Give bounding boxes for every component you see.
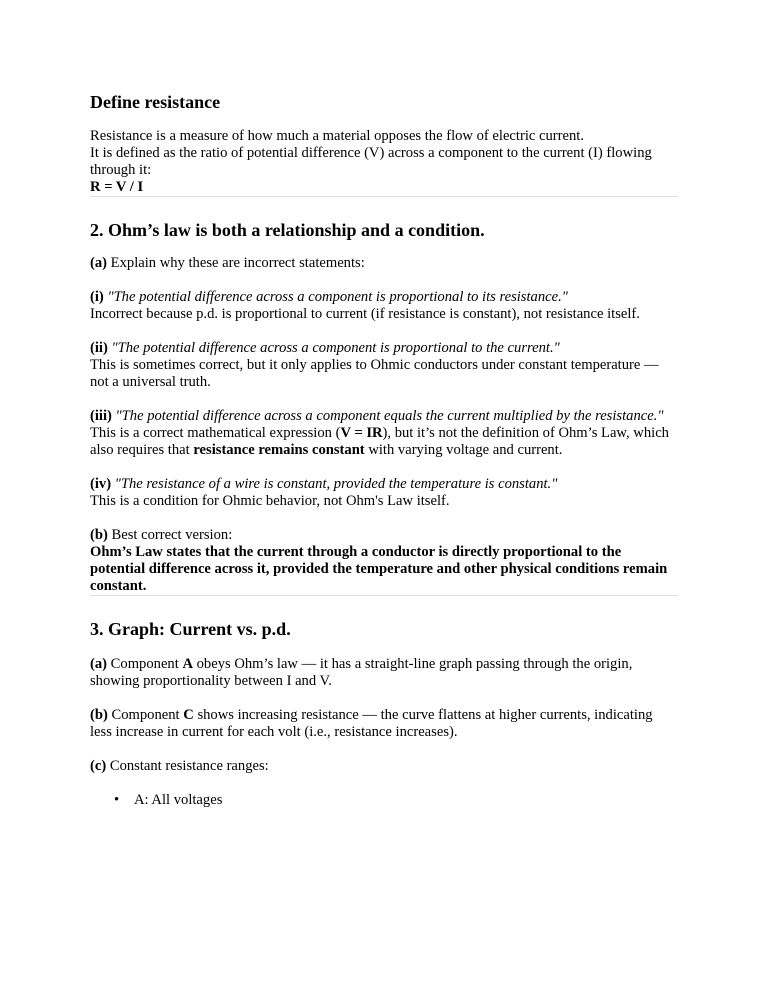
part-c [90, 758, 678, 775]
quote-text: "The potential difference across a component is proportional to its resistance." [107, 289, 568, 305]
component-label: A [182, 656, 193, 672]
text-run: obeys Ohm’s law — it has a straight-line graph passing through the origin, showing proportionality between I and V. [90, 656, 633, 689]
divider [90, 595, 678, 596]
statement-quote [90, 340, 678, 357]
part-a-prompt [90, 255, 678, 272]
part-label: (c) [90, 758, 107, 774]
quote-text: "The potential difference across a component equals the current multiplied by the resistance." [115, 408, 664, 424]
section-title-ohms-law: 2. Ohm’s law is both a relationship and a condition. [90, 220, 485, 240]
formula [90, 179, 678, 196]
text-run: This is a correct mathematical expression ( [90, 425, 341, 441]
bullet-list [90, 792, 678, 809]
ohms-law-statement [90, 544, 678, 595]
text-run: Component [107, 656, 183, 672]
part-a [90, 656, 678, 690]
text-run: with varying voltage and current. [364, 442, 563, 458]
paragraph: Resistance is a measure of how much a material opposes the flow of electric current. [90, 128, 584, 144]
part-b-prompt [90, 527, 678, 544]
list-item-text: A: All voltages [134, 792, 223, 808]
part-text: Explain why these are incorrect statements: [107, 255, 365, 271]
text-run: shows increasing resistance — the curve flattens at higher currents, indicating less increase in current for each volt (i.e., resistance increases). [90, 707, 653, 740]
statement-quote [90, 476, 678, 493]
statement-item [90, 340, 678, 391]
text-run: Constant resistance ranges: [106, 758, 269, 774]
item-label: (i) [90, 289, 104, 305]
statement-item [90, 476, 678, 510]
item-label: (iv) [90, 476, 112, 492]
quote-text: "The resistance of a wire is constant, provided the temperature is constant." [114, 476, 558, 492]
component-label: C [183, 707, 194, 723]
part-b [90, 527, 678, 595]
part-text: Best correct version: [107, 527, 233, 543]
statement-item [90, 289, 678, 323]
statement-explanation: Incorrect because p.d. is proportional to current (if resistance is constant), not resistance itself. [90, 306, 640, 322]
bullet-icon: • [114, 792, 120, 808]
part-label: (a) [90, 656, 108, 672]
statement-quote [90, 408, 678, 425]
part-label: (b) [90, 527, 108, 543]
statement-item [90, 408, 678, 459]
item-label: (iii) [90, 408, 112, 424]
section-title-graph: 3. Graph: Current vs. p.d. [90, 619, 291, 639]
text-run: ), but it’s not the definition of Ohm’s Law, which also requires that [90, 425, 669, 458]
statement-explanation: This is sometimes correct, but it only applies to Ohmic conductors under constant temperature — not a universal truth. [90, 357, 659, 390]
paragraph: It is defined as the ratio of potential difference (V) across a component to the current (I) flowing through it: [90, 145, 652, 178]
quote-text: "The potential difference across a component is proportional to the current." [111, 340, 560, 356]
section-body [90, 128, 678, 196]
section-title-define-resistance: Define resistance [90, 92, 221, 112]
part-label: (b) [90, 707, 108, 723]
statement-explanation: This is a condition for Ohmic behavior, not Ohm's Law itself. [90, 493, 450, 509]
part-label: (a) [90, 255, 108, 271]
text-run: Component [107, 707, 184, 723]
part-b [90, 707, 678, 741]
list-item [114, 792, 678, 809]
formula-text: R = V / I [90, 179, 144, 195]
bold-statement: Ohm’s Law states that the current through a conductor is directly proportional to the potential difference across it, provided the temperature and other physical conditions remain constant. [90, 544, 668, 594]
statement-quote [90, 289, 678, 306]
bold-run: V = IR [340, 425, 383, 441]
bold-run: resistance remains constant [193, 442, 365, 458]
item-label: (ii) [90, 340, 108, 356]
statement-explanation [90, 425, 678, 459]
divider [90, 196, 678, 197]
